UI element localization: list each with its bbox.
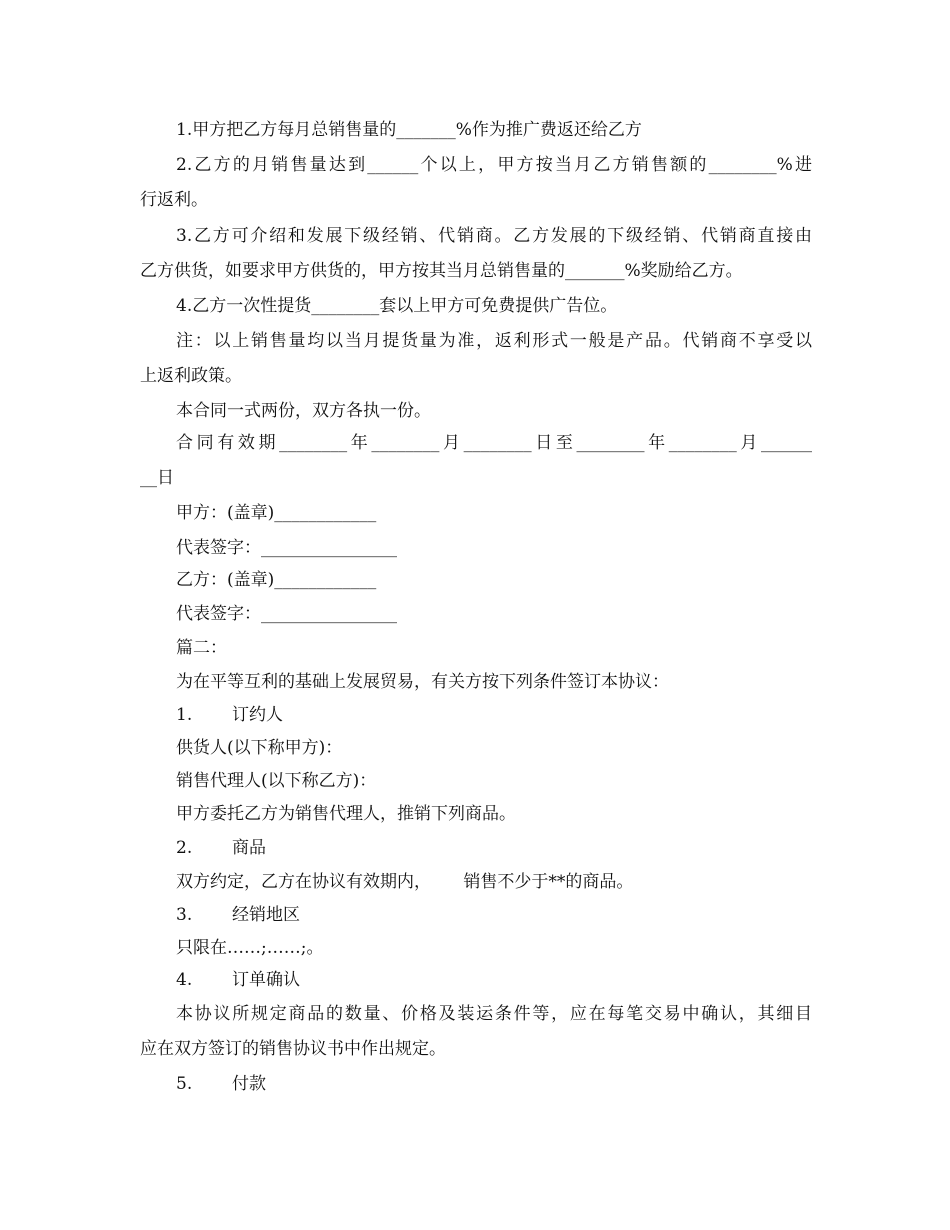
section-heading: 篇二： [176, 638, 227, 658]
copies-statement: 本合同一式两份，双方各执一份。 [176, 401, 431, 421]
item-title: 商品 [232, 838, 266, 858]
commission-line: 甲方委托乙方为销售代理人，推销下列商品。 [176, 804, 516, 824]
preamble: 为在平等互利的基础上发展贸易，有关方按下列条件签订本协议： [176, 672, 669, 692]
clause-3-line-2: 乙方供货，如要求甲方供货的，甲方按其当月总销售量的_______%奖励给乙方。 [140, 261, 743, 281]
item-number: 3. [176, 905, 193, 925]
clause-2-line-2: 行返利。 [140, 190, 208, 210]
item-heading [176, 969, 812, 991]
party-b-seal: 乙方：(盖章)____________ [176, 570, 377, 590]
party-a-seal: 甲方：(盖章)____________ [176, 503, 377, 523]
order-confirmation-line-2: 应在双方签订的销售协议书中作出规定。 [140, 1039, 446, 1059]
goods-line: 双方约定，乙方在协议有效期内， 销售不少于**的商品。 [176, 872, 634, 892]
item-number: 1. [176, 705, 193, 725]
clause-2-line-1: 2.乙方的月销售量达到______个以上，甲方按当月乙方销售额的________%进 [176, 155, 812, 175]
validity-period-line-1: 合同有效期________年________月________日至________年________月______ [176, 433, 812, 453]
order-confirmation-line-1: 本协议所规定商品的数量、价格及装运条件等，应在每笔交易中确认，其细目 [176, 1004, 812, 1024]
item-heading [176, 837, 812, 859]
item-number: 5. [176, 1074, 193, 1094]
item-heading [176, 704, 812, 726]
agent-line: 销售代理人(以下称乙方)： [176, 771, 377, 791]
item-title: 订单确认 [232, 970, 300, 990]
supplier-line: 供货人(以下称甲方)： [176, 738, 343, 758]
item-heading [176, 1073, 812, 1095]
party-b-signature: 代表签字：________________ [176, 604, 397, 624]
item-heading [176, 904, 812, 926]
clause-1: 1.甲方把乙方每月总销售量的_______%作为推广费返还给乙方 [176, 120, 642, 140]
clause-4: 4.乙方一次性提货________套以上甲方可免费提供广告位。 [176, 296, 618, 316]
party-a-signature: 代表签字：________________ [176, 538, 397, 558]
note-line-1: 注：以上销售量均以当月提货量为准，返利形式一般是产品。代销商不享受以 [176, 331, 812, 351]
note-line-2: 上返利政策。 [140, 366, 242, 386]
item-number: 2. [176, 838, 193, 858]
item-number: 4. [176, 970, 193, 990]
item-title: 经销地区 [232, 905, 300, 925]
clause-3-line-1: 3.乙方可介绍和发展下级经销、代销商。乙方发展的下级经销、代销商直接由 [176, 226, 812, 246]
item-title: 付款 [232, 1074, 266, 1094]
validity-period-line-2: __日 [140, 468, 174, 488]
item-title: 订约人 [232, 705, 283, 725]
region-line: 只限在……;……;。 [176, 938, 324, 958]
